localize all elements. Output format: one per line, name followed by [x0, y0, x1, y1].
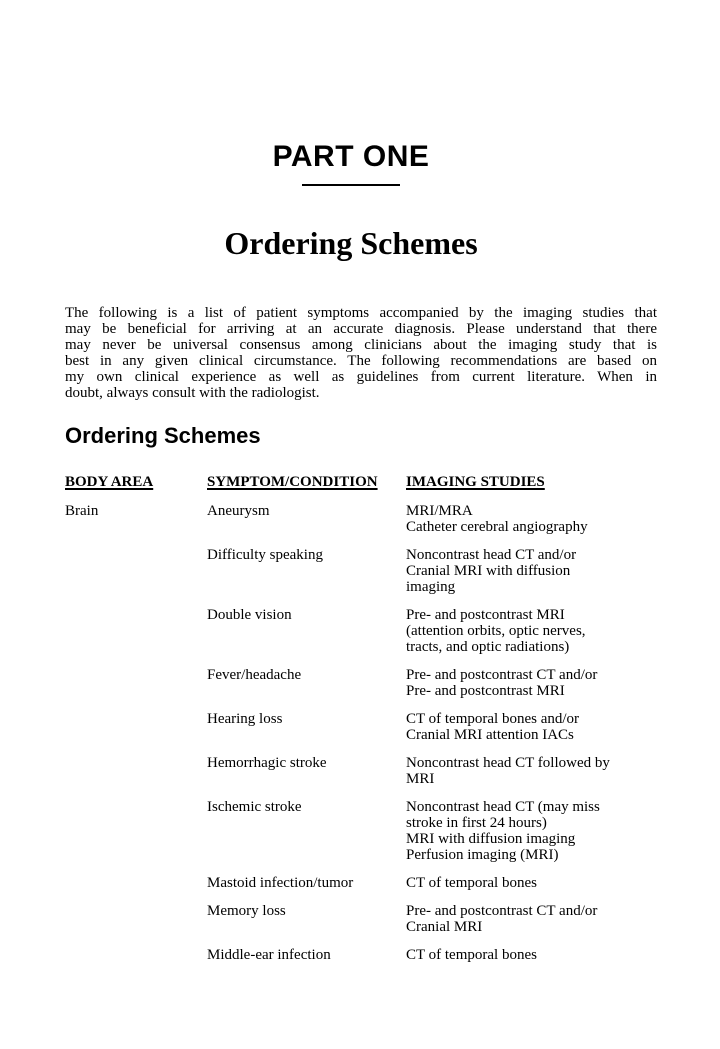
imaging-study-line: MRI/MRA — [406, 503, 473, 519]
intro-paragraph — [65, 305, 657, 401]
table-header-row — [65, 474, 657, 490]
column-header-symptom-condition: SYMPTOM/CONDITION — [207, 474, 378, 490]
imaging-study-line: stroke in first 24 hours) — [406, 815, 547, 831]
imaging-studies-cell — [406, 755, 657, 787]
table-row — [65, 503, 657, 535]
table-row — [65, 607, 657, 655]
paragraph-line: The following is a list of patient symptoms accompanied by the imaging studies that — [65, 305, 657, 321]
body-area-cell — [65, 903, 207, 935]
symptom-cell: Hemorrhagic stroke — [207, 755, 327, 771]
body-area-cell: Brain — [65, 503, 99, 519]
table-row — [65, 547, 657, 595]
imaging-studies-cell — [406, 503, 657, 535]
symptom-cell: Fever/headache — [207, 667, 302, 683]
table-row — [65, 667, 657, 699]
ordering-schemes-table — [65, 474, 657, 963]
body-area-cell — [65, 799, 207, 863]
imaging-study-line: CT of temporal bones and/or — [406, 711, 580, 727]
table-row — [65, 903, 657, 935]
symptom-cell: Difficulty speaking — [207, 547, 323, 563]
imaging-study-line: Cranial MRI with diffusion — [406, 563, 571, 579]
imaging-studies-cell — [406, 607, 657, 655]
page-content — [65, 142, 657, 963]
symptom-cell: Hearing loss — [207, 711, 283, 727]
column-header-imaging-studies: IMAGING STUDIES — [406, 474, 545, 490]
imaging-study-line: Pre- and postcontrast CT and/or — [406, 903, 598, 919]
section-heading: Ordering Schemes — [65, 423, 261, 448]
paragraph-line: may never be universal consensus among clinicians about the imaging study that is — [65, 337, 657, 353]
symptom-cell: Aneurysm — [207, 503, 270, 519]
imaging-study-line: Pre- and postcontrast MRI — [406, 683, 565, 699]
symptom-cell: Middle-ear infection — [207, 947, 331, 963]
table-row — [65, 799, 657, 863]
body-area-cell — [65, 875, 207, 891]
symptom-cell: Mastoid infection/tumor — [207, 875, 354, 891]
paragraph-line: best in any given clinical circumstance. The following recommendations are based on — [65, 353, 657, 369]
imaging-study-line: Noncontrast head CT followed by — [406, 755, 610, 771]
imaging-study-line: Cranial MRI attention IACs — [406, 727, 574, 743]
imaging-study-line: Pre- and postcontrast CT and/or — [406, 667, 598, 683]
paragraph-line: may be beneficial for arriving at an accurate diagnosis. Please understand that there — [65, 321, 657, 337]
body-area-cell — [65, 667, 207, 699]
imaging-studies-cell — [406, 799, 657, 863]
symptom-cell: Ischemic stroke — [207, 799, 302, 815]
imaging-studies-cell — [406, 711, 657, 743]
body-area-cell — [65, 947, 207, 963]
imaging-study-line: CT of temporal bones — [406, 947, 537, 963]
imaging-study-line: (attention orbits, optic nerves, — [406, 623, 586, 639]
table-row — [65, 875, 657, 891]
imaging-study-line: CT of temporal bones — [406, 875, 537, 891]
paragraph-line: my own clinical experience as well as guidelines from current literature. When in — [65, 369, 657, 385]
column-header-body-area: BODY AREA — [65, 474, 154, 490]
symptom-cell: Memory loss — [207, 903, 286, 919]
imaging-studies-cell — [406, 903, 657, 935]
imaging-studies-cell — [406, 547, 657, 595]
imaging-study-line: MRI with diffusion imaging — [406, 831, 576, 847]
imaging-study-line: Noncontrast head CT (may miss — [406, 799, 600, 815]
table-body — [65, 503, 657, 963]
imaging-study-line: tracts, and optic radiations) — [406, 639, 570, 655]
imaging-study-line: imaging — [406, 579, 456, 595]
imaging-study-line: Pre- and postcontrast MRI — [406, 607, 565, 623]
part-divider-rule — [302, 184, 400, 186]
chapter-title: Ordering Schemes — [224, 225, 478, 261]
imaging-study-line: Perfusion imaging (MRI) — [406, 847, 559, 863]
imaging-studies-cell — [406, 667, 657, 699]
body-area-cell — [65, 607, 207, 655]
table-row — [65, 947, 657, 963]
table-row — [65, 755, 657, 787]
body-area-cell — [65, 711, 207, 743]
body-area-cell — [65, 547, 207, 595]
imaging-study-line: Cranial MRI — [406, 919, 483, 935]
imaging-studies-cell — [406, 875, 657, 891]
imaging-studies-cell — [406, 947, 657, 963]
imaging-study-line: Catheter cerebral angiography — [406, 519, 588, 535]
symptom-cell: Double vision — [207, 607, 292, 623]
body-area-cell — [65, 755, 207, 787]
imaging-study-line: Noncontrast head CT and/or — [406, 547, 577, 563]
part-label: PART ONE — [272, 140, 430, 173]
table-row — [65, 711, 657, 743]
paragraph-line: doubt, always consult with the radiologist. — [65, 385, 320, 401]
imaging-study-line: MRI — [406, 771, 435, 787]
